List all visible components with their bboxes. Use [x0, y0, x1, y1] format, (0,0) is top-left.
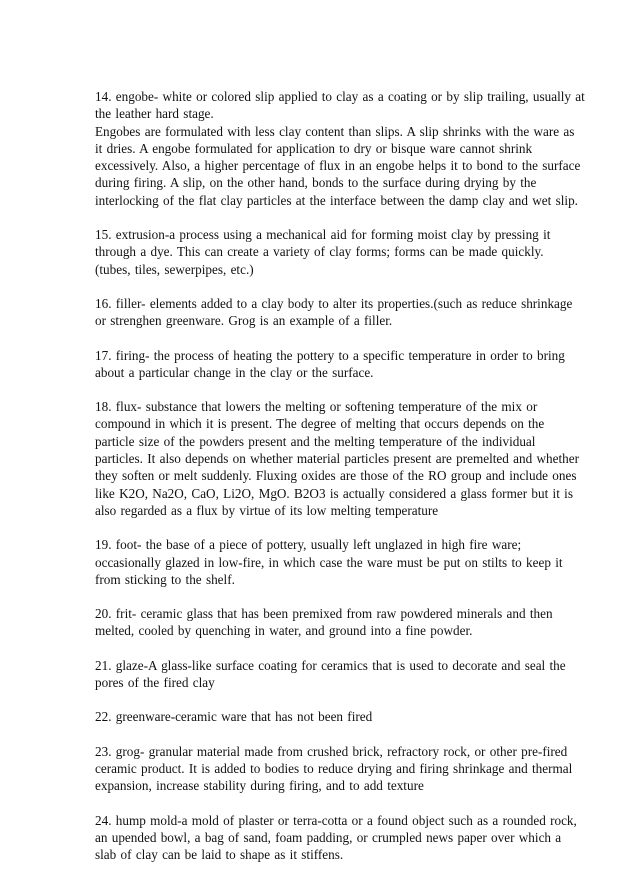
text-line: the leather hard stage.: [95, 106, 214, 122]
text-line: like K2O, Na2O, CaO, Li2O, MgO. B2O3 is actually considered a glass former but it is: [95, 485, 573, 501]
text-line: compound in which it is present. The degree of melting that occurs depends on the: [95, 416, 545, 432]
glossary-entry-hump-mold: [95, 812, 577, 864]
text-line: 14. engobe- white or colored slip applied to clay as a coating or by slip trailing, usually at: [95, 89, 585, 104]
text-line: or strenghen greenware. Grog is an example of a filler.: [95, 313, 393, 329]
text-line: 22. greenware-ceramic ware that has not been fired: [95, 709, 373, 725]
glossary-entry-filler: [95, 295, 573, 330]
glossary-entry-grog: [95, 743, 573, 795]
glossary-entry-frit: [95, 605, 553, 640]
glossary-entry-flux: [95, 398, 579, 519]
text-line: (tubes, tiles, sewerpipes, etc.): [95, 261, 254, 277]
text-line: expansion, increase stability during firing, and to add texture: [95, 778, 424, 794]
text-line: 15. extrusion-a process using a mechanical aid for forming moist clay by pressing it: [95, 227, 551, 243]
text-line: 20. frit- ceramic glass that has been premixed from raw powdered minerals and then: [95, 606, 553, 622]
glossary-entry-engobe: [95, 88, 585, 209]
text-line: ceramic product. It is added to bodies to reduce drying and firing shrinkage and thermal: [95, 760, 573, 776]
glossary-entry-glaze: [95, 657, 566, 692]
text-line: 18. flux- substance that lowers the melting or softening temperature of the mix or: [95, 399, 538, 415]
text-line: excessively. Also, a higher percentage of flux in an engobe helps it to bond to the surface: [95, 158, 581, 174]
text-line: about a particular change in the clay or the surface.: [95, 364, 374, 380]
glossary-body: [95, 88, 585, 880]
text-line: 19. foot- the base of a piece of pottery, usually left unglazed in high fire ware;: [95, 537, 522, 553]
text-line: also regarded as a flux by virtue of its low melting temperature: [95, 502, 439, 518]
text-line: 23. grog- granular material made from crushed brick, refractory rock, or other pre-fired: [95, 743, 568, 759]
text-line: during firing. A slip, on the other hand, bonds to the surface during drying by the: [95, 175, 537, 191]
text-line: melted, cooled by quenching in water, and ground into a fine powder.: [95, 623, 473, 639]
glossary-entry-extrusion: [95, 226, 551, 278]
text-line: pores of the fired clay: [95, 675, 215, 691]
text-line: 24. hump mold-a mold of plaster or terra-cotta or a found object such as a rounded rock,: [95, 812, 577, 828]
text-line: particles. It also depends on whether material particles present are premelted and whether: [95, 451, 579, 467]
glossary-entry-greenware: [95, 708, 545, 725]
text-line: through a dye. This can create a variety of clay forms; forms can be made quickly.: [95, 244, 544, 260]
text-line: 21. glaze-A glass-like surface coating for ceramics that is used to decorate and seal the: [95, 657, 566, 673]
glossary-entry-firing: [95, 347, 565, 382]
glossary-entry-foot: [95, 536, 563, 588]
text-line: from sticking to the shelf.: [95, 571, 235, 587]
text-line: it dries. A engobe formulated for application to dry or bisque ware cannot shrink: [95, 140, 533, 156]
text-line: slab of clay can be laid to shape as it stiffens.: [95, 847, 344, 863]
text-line: an upended bowl, a bag of sand, foam padding, or crumpled news paper over which a: [95, 829, 562, 845]
text-line: they soften or melt suddenly. Fluxing oxides are those of the RO group and include ones: [95, 468, 577, 484]
text-line: 17. firing- the process of heating the pottery to a specific temperature in order to bring: [95, 347, 565, 363]
text-line: interlocking of the flat clay particles at the interface between the damp clay and wet slip.: [95, 192, 578, 208]
text-line: Engobes are formulated with less clay content than slips. A slip shrinks with the ware as: [95, 123, 575, 139]
text-line: occasionally glazed in low-fire, in which case the ware must be put on stilts to keep it: [95, 554, 563, 570]
text-line: 16. filler- elements added to a clay body to alter its properties.(such as reduce shrinkage: [95, 295, 573, 311]
text-line: particle size of the powders present and the melting temperature of the individual: [95, 433, 536, 449]
